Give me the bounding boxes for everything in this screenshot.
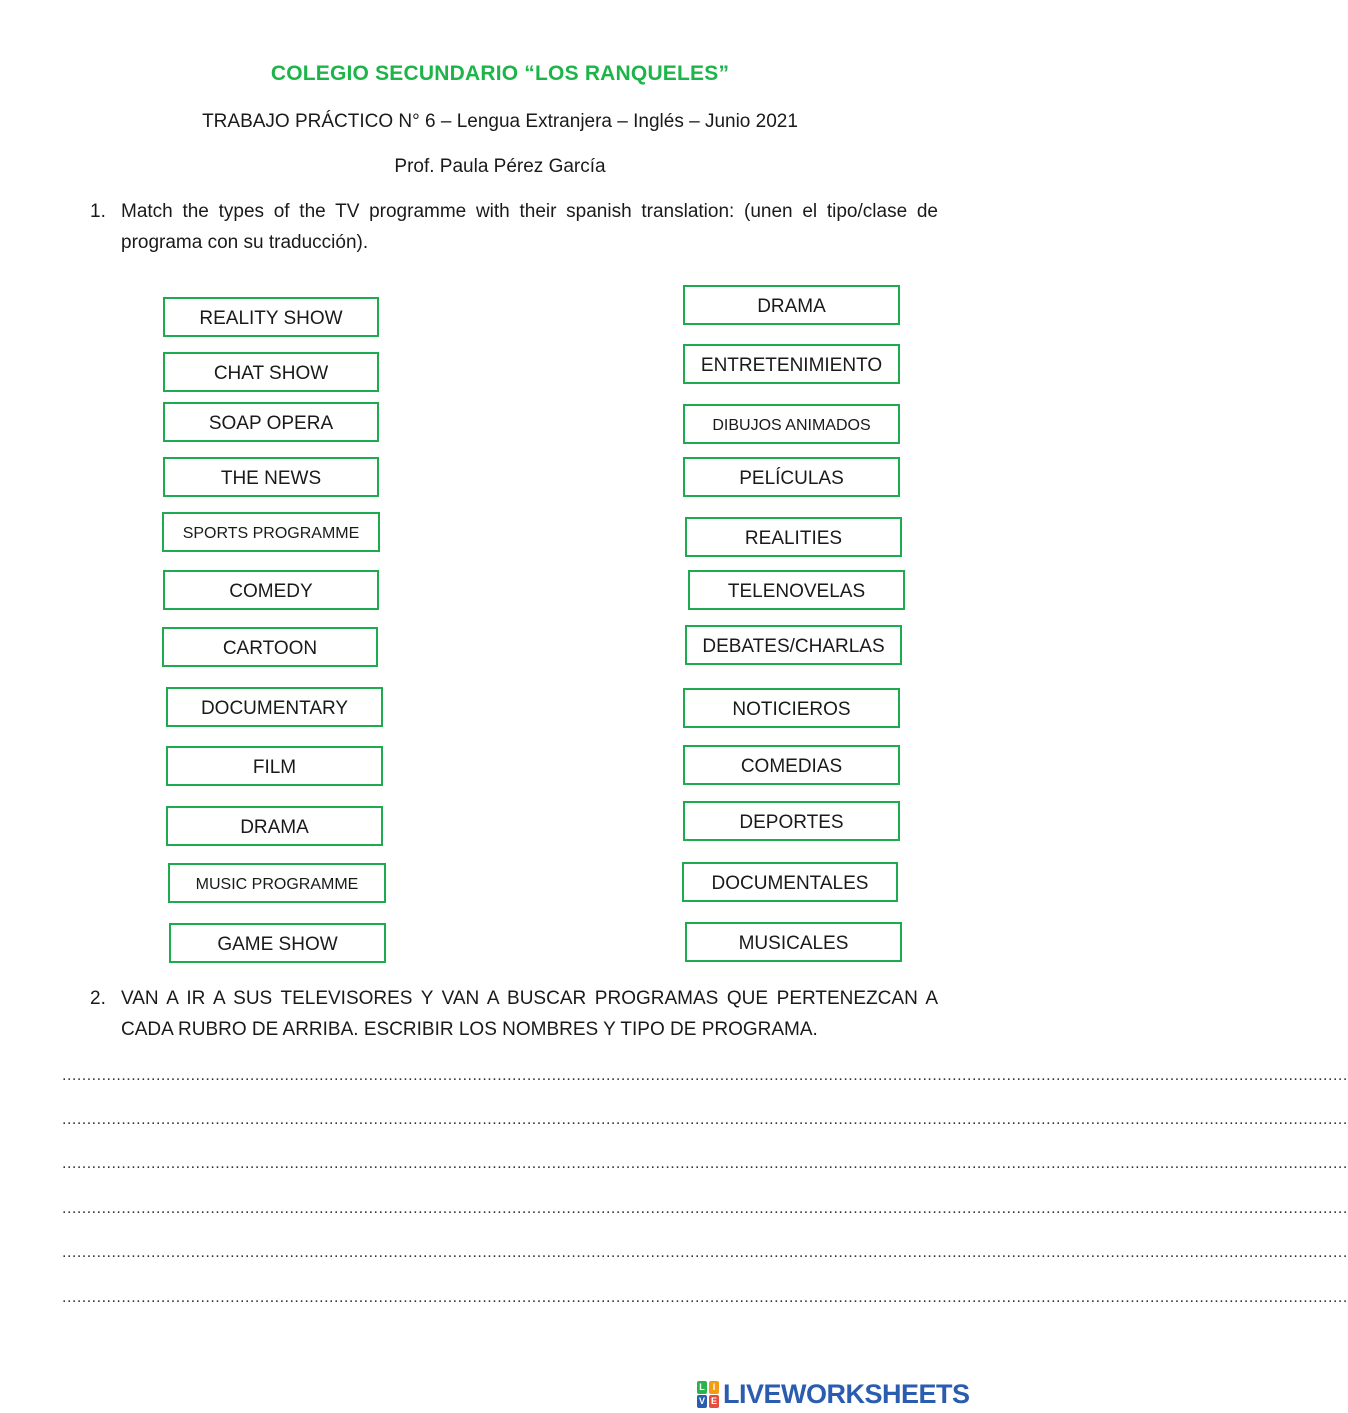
left-item-documentary[interactable]: DOCUMENTARY: [166, 687, 383, 727]
left-item-drama[interactable]: DRAMA: [166, 806, 383, 846]
left-item-reality-show[interactable]: REALITY SHOW: [163, 297, 379, 337]
right-item-deportes[interactable]: DEPORTES: [683, 801, 900, 841]
answer-line-4[interactable]: ....................................................................................................................................................................................................................................................................: [62, 1200, 1348, 1217]
left-item-cartoon[interactable]: CARTOON: [162, 627, 378, 667]
right-item-debates-charlas[interactable]: DEBATES/CHARLAS: [685, 625, 902, 665]
left-item-sports-programme[interactable]: SPORTS PROGRAMME: [162, 512, 380, 552]
question-1-number: 1.: [90, 201, 106, 222]
answer-line-1[interactable]: ....................................................................................................................................................................................................................................................................: [62, 1067, 1348, 1084]
right-item-drama[interactable]: DRAMA: [683, 285, 900, 325]
answer-line-2[interactable]: ....................................................................................................................................................................................................................................................................: [62, 1111, 1348, 1128]
left-item-film[interactable]: FILM: [166, 746, 383, 786]
teacher-name: Prof. Paula Pérez García: [394, 156, 606, 177]
right-item-documentales[interactable]: DOCUMENTALES: [682, 862, 898, 902]
right-item-comedias[interactable]: COMEDIAS: [683, 745, 900, 785]
liveworksheets-logo-icon: L I V E: [698, 1382, 717, 1406]
question-1-text: Match the types of the TV programme with their spanish translation: (unen el tipo/clase de programa con su traducción).: [121, 201, 938, 253]
liveworksheets-logo: [697, 1377, 970, 1411]
question-2-number: 2.: [90, 988, 106, 1009]
question-2: [90, 983, 938, 1045]
right-item-entretenimiento[interactable]: ENTRETENIMIENTO: [683, 344, 900, 384]
left-item-chat-show[interactable]: CHAT SHOW: [163, 352, 379, 392]
left-item-music-programme[interactable]: MUSIC PROGRAMME: [168, 863, 386, 903]
left-item-game-show[interactable]: GAME SHOW: [169, 923, 386, 963]
right-item-dibujos-animados[interactable]: DIBUJOS ANIMADOS: [683, 404, 900, 444]
right-item-realities[interactable]: REALITIES: [685, 517, 902, 557]
right-item-peliculas[interactable]: PELÍCULAS: [683, 457, 900, 497]
left-item-comedy[interactable]: COMEDY: [163, 570, 379, 610]
left-item-the-news[interactable]: THE NEWS: [163, 457, 379, 497]
question-2-text: VAN A IR A SUS TELEVISORES Y VAN A BUSCAR PROGRAMAS QUE PERTENEZCAN A CADA RUBRO DE ARRIBA. ESCRIBIR LOS NOMBRES Y TIPO DE PROGRAMA.: [121, 988, 938, 1040]
right-item-musicales[interactable]: MUSICALES: [685, 922, 902, 962]
answer-line-5[interactable]: ....................................................................................................................................................................................................................................................................: [62, 1244, 1348, 1261]
answer-line-6[interactable]: ....................................................................................................................................................................................................................................................................: [62, 1289, 1348, 1306]
liveworksheets-logo-text: LIVEWORKSHEETS: [723, 1378, 970, 1409]
left-item-soap-opera[interactable]: SOAP OPERA: [163, 402, 379, 442]
school-title: COLEGIO SECUNDARIO “LOS RANQUELES”: [270, 62, 730, 85]
right-item-noticieros[interactable]: NOTICIEROS: [683, 688, 900, 728]
answer-line-3[interactable]: ....................................................................................................................................................................................................................................................................: [62, 1155, 1348, 1172]
right-item-telenovelas[interactable]: TELENOVELAS: [688, 570, 905, 610]
question-1: [90, 196, 938, 258]
worksheet-subtitle: TRABAJO PRÁCTICO N° 6 – Lengua Extranjera – Inglés – Junio 2021: [202, 111, 798, 132]
